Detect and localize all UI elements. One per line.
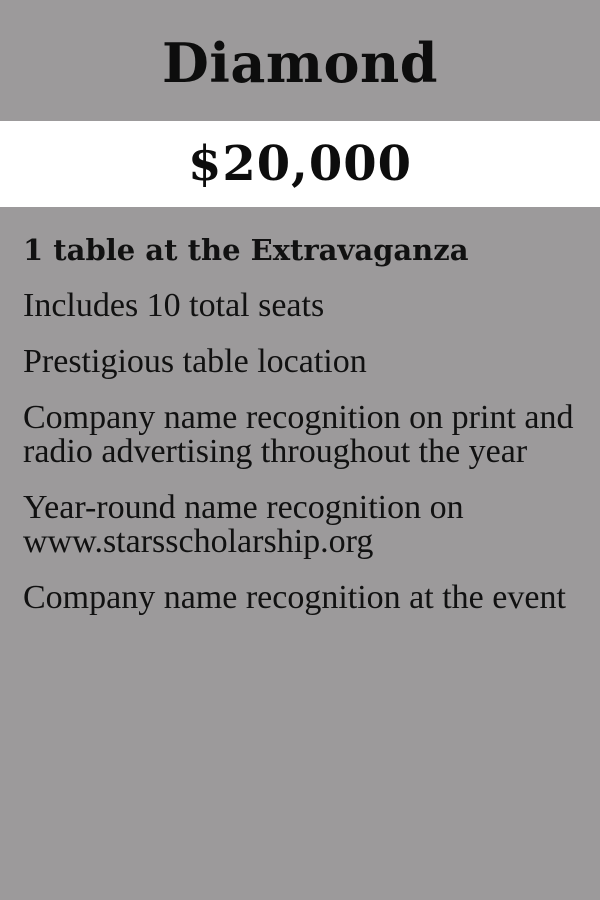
benefit-item: 1 table at the Extravaganza <box>23 233 469 267</box>
benefit-item: Company name recognition on print and radio advertising throughout the year <box>23 399 574 470</box>
price-band <box>0 121 600 207</box>
benefit-item: Prestigious table location <box>23 343 367 380</box>
benefit-item: Company name recognition at the event <box>23 579 566 616</box>
tier-title: Diamond <box>161 30 438 95</box>
tier-price: $20,000 <box>187 136 413 192</box>
tier-header <box>0 0 600 121</box>
benefit-item: Includes 10 total seats <box>23 287 325 324</box>
benefits-list <box>0 207 600 615</box>
benefit-item: Year-round name recognition on www.starsscholarship.org <box>23 489 464 560</box>
